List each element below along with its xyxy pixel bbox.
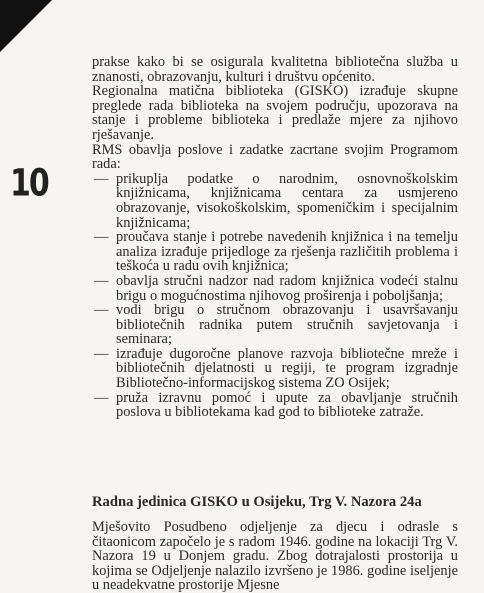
task-list — [92, 172, 458, 420]
paragraph: Regionalna matična biblioteka (GISKO) izrađuje skupne preglede rada biblioteka na svojem području, upozorava na stanje i probleme biblioteka i predlaže mjere za njihovo rješavanje. — [92, 83, 458, 143]
section-heading: Radna jedinica GISKO u Osijeku, Trg V. Nazora 24a — [92, 494, 422, 510]
paragraph: RMS obavlja poslove i zadatke zacrtane svojim Programom rada: — [92, 141, 458, 173]
list-item: — izrađuje dugoročne planove razvoja bibliotečne mreže i bibliotečnih djelatnosti u regiji, te program izgradnje Bibliotečno-informacijskog sistema ZO Osijek; — [94, 345, 458, 392]
list-item: — proučava stanje i potrebe navedenih knjižnica i na temelju analiza izrađuje prijedloge za rješenja različitih problema i teškoća u radu ovih knjižnica; — [94, 229, 458, 275]
list-item: — vodi brigu o stručnom obrazovanju i usavršavanju bibliotečnih radnika putem stručnih savjetovanja i seminara; — [94, 302, 458, 348]
page-number: 10 — [10, 161, 48, 206]
corner-mark — [0, 0, 52, 52]
dash-bullet: — — [94, 302, 109, 319]
main-column — [92, 55, 458, 420]
dash-bullet: — — [94, 229, 109, 246]
dash-bullet: — — [94, 170, 109, 187]
list-item: — obavlja stručni nadzor nad radom knjižnica vodeći stalnu brigu o mogućnostima njihovog proširenja i poboljšanja; — [94, 272, 458, 304]
list-item: — prikuplja podatke o narodnim, osnovnoškolskim knjižnicama, knjižnicama centara za usmjereno obrazovanje, visokoškolskim, spomeničkim i specijalnim knjižnicama; — [94, 170, 458, 231]
paragraph: prakse kako bi se osigurala kvalitetna bibliotečna služba u znanosti, obrazovanju, kulturi i društvu općenito. — [92, 54, 458, 85]
dash-bullet: — — [94, 345, 109, 362]
section-body — [92, 520, 458, 593]
paragraph: Mješovito Posudbeno odjeljenje za djecu i odrasle s čitaonicom započelo je s radom 1946. godine na lokaciji Trg V. Nazora 19 u Donjem gradu. Zbog dotrajalosti prostorija u kojima se Odjeljenje nalazilo izvršeno je 1986. godine iseljenje u neadekvatne prostorije Mjesne — [92, 519, 458, 593]
dash-bullet: — — [94, 272, 109, 289]
list-item: — pruža izravnu pomoć i upute za obavljanje stručnih poslova u bibliotekama kad god to biblioteke zatraže. — [94, 389, 458, 421]
dash-bullet: — — [94, 389, 109, 406]
